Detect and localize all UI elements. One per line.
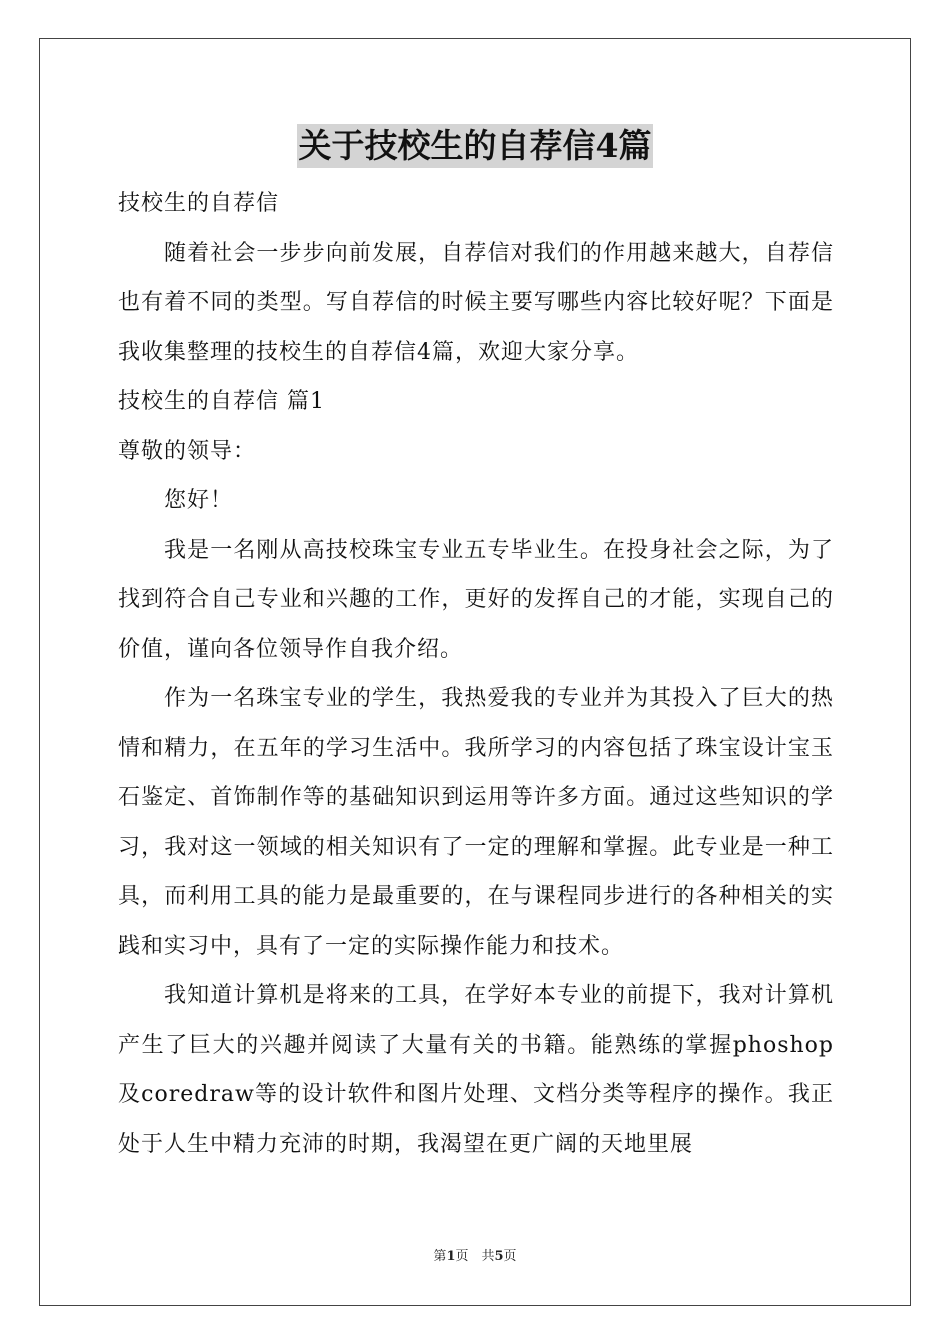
salutation: 尊敬的领导：	[118, 438, 257, 464]
page-prefix: 第	[433, 1249, 447, 1264]
paragraph: 作为一名珠宝专业的学生，我热爱我的专业并为其投入了巨大的热情和精力，在五年的学习生活中。我所学习的内容包括了珠宝设计宝玉石鉴定、首饰制作等的基础知识到运用等许多方面。通过这些知识的学习，我对这一领域的相关知识有了一定的理解和掌握。此专业是一种工具，而利用工具的能力是最重要的，在与课程同步进行的各种相关的实践和实习中，具有了一定的实际操作能力和技术。	[118, 686, 834, 959]
paragraph: 我知道计算机是将来的工具，在学好本专业的前提下，我对计算机产生了巨大的兴趣并阅读了大量有关的书籍。能熟练的掌握phoshop及coredraw等的设计软件和图片处理、文档分类等程序的操作。我正处于人生中精力充沛的时期，我渴望在更广阔的天地里展	[118, 983, 834, 1157]
paragraph: 技校生的自荐信	[118, 191, 280, 216]
document-title: 关于技校生的自荐信4篇	[297, 124, 654, 168]
page-footer	[0, 1245, 950, 1264]
section-heading: 技校生的自荐信 篇1	[118, 389, 325, 414]
document-body	[118, 179, 834, 1169]
title-container	[0, 124, 950, 168]
page-mid: 页 共	[455, 1249, 495, 1264]
paragraph: 随着社会一步步向前发展，自荐信对我们的作用越来越大，自荐信也有着不同的类型。写自荐信的时候主要写哪些内容比较好呢？下面是我收集整理的技校生的自荐信4篇，欢迎大家分享。	[118, 240, 834, 365]
greeting: 您好！	[164, 488, 234, 513]
page-suffix: 页	[503, 1249, 517, 1264]
page-current: 1	[446, 1249, 456, 1264]
paragraph: 我是一名刚从高技校珠宝专业五专毕业生。在投身社会之际，为了找到符合自己专业和兴趣的工作，更好的发挥自己的才能，实现自己的价值，谨向各位领导作自我介绍。	[118, 537, 834, 662]
page-total: 5	[494, 1249, 504, 1264]
